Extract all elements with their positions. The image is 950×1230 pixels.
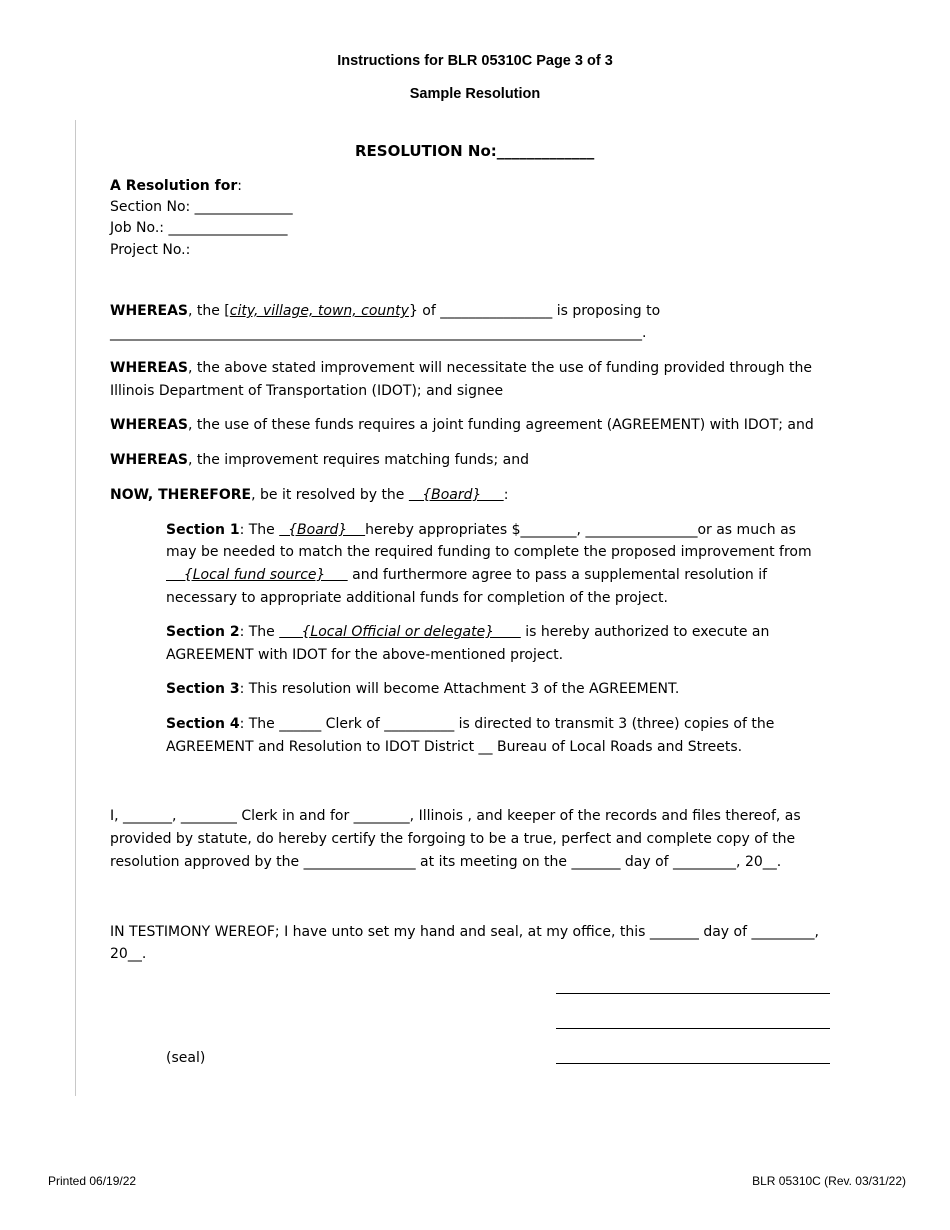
section-1-text-c: and furthermore agree to pass a supplemental resolution if (347, 567, 768, 583)
whereas-1-keyword: WHEREAS (110, 303, 188, 319)
section-1-line2: may be needed to match the required funding to complete the proposed improvement from (166, 544, 812, 560)
seal-label: (seal) (166, 1050, 206, 1066)
whereas-4-keyword: WHEREAS (110, 452, 188, 468)
now-therefore-post: : (503, 487, 509, 503)
project-no-field: Project No.: (110, 242, 191, 258)
now-therefore-pre: , be it resolved by the (251, 487, 409, 503)
page-title: Instructions for BLR 05310C Page 3 of 3 (337, 53, 613, 69)
resolution-title: RESOLUTION No:_____________ (355, 142, 595, 160)
page-subtitle: Sample Resolution (409, 86, 541, 102)
footer-printed-date: Printed 06/19/22 (48, 1174, 137, 1188)
section-3-text: : This resolution will become Attachment 3 of the AGREEMENT. (239, 681, 680, 697)
certify-line2: provided by statute, do hereby certify the forgoing to be a true, perfect and complete copy of the (110, 831, 796, 847)
now-therefore-board: {Board} (408, 487, 504, 503)
section-4-text: : The ______ Clerk of __________ is directed to transmit 3 (three) copies of the (239, 716, 775, 732)
section-2-line1 (166, 621, 769, 644)
section-1-text-b: hereby appropriates $________, ________________or as much as (365, 522, 796, 538)
whereas-1-pre: , the [ (187, 303, 230, 319)
section-1-text-a: : The (239, 522, 280, 538)
resolution-for-colon: : (237, 178, 242, 194)
whereas-1-line2: ____________________________________________________________________________. (110, 325, 647, 341)
certify-line1: I, _______, ________ Clerk in and for ________, Illinois , and keeper of the records and files thereof, as (110, 808, 801, 824)
certify-line3: resolution approved by the ________________ at its meeting on the _______ day of _________, 20__. (110, 854, 782, 870)
section-1-fund-source: {Local fund source} (166, 567, 348, 583)
section-1-line4: necessary to appropriate additional funds for completion of the project. (166, 590, 668, 606)
margin-rule (75, 120, 76, 1096)
section-3 (166, 678, 679, 701)
section-2-text-b: is hereby authorized to execute an (520, 624, 770, 640)
section-4-line2: AGREEMENT and Resolution to IDOT District __ Bureau of Local Roads and Streets. (166, 739, 743, 755)
section-2-label: Section 2 (166, 624, 240, 640)
section-1-line1 (166, 519, 796, 542)
now-therefore (110, 484, 508, 507)
now-therefore-keyword: NOW, THEREFORE (110, 487, 252, 503)
testimony-line2: 20__. (110, 946, 147, 962)
section-2-text-a: : The (239, 624, 280, 640)
section-1-line3 (166, 564, 767, 587)
section-1-label: Section 1 (166, 522, 240, 538)
whereas-4-text: , the improvement requires matching funds; and (187, 452, 529, 468)
section-1-board: {Board} (279, 522, 366, 538)
section-4-line1 (166, 713, 774, 736)
footer-form-number: BLR 05310C (Rev. 03/31/22) (752, 1174, 906, 1188)
whereas-2-text: , the above stated improvement will necessitate the use of funding provided through the Illinois Department of Transportation (IDOT); and signee (110, 360, 812, 399)
whereas-3-text: , the use of these funds requires a joint funding agreement (AGREEMENT) with IDOT; and (187, 417, 814, 433)
whereas-1 (110, 300, 660, 323)
whereas-2 (110, 357, 830, 403)
whereas-1-entity: city, village, town, county (229, 303, 409, 319)
whereas-1-post: } of ________________ is proposing to (408, 303, 661, 319)
job-no-field: Job No.: _________________ (110, 220, 288, 236)
section-3-label: Section 3 (166, 681, 240, 697)
whereas-2-keyword: WHEREAS (110, 360, 188, 376)
signature-line-3 (556, 1063, 830, 1064)
whereas-3 (110, 414, 814, 437)
section-no-field: Section No: ______________ (110, 199, 293, 215)
whereas-3-keyword: WHEREAS (110, 417, 188, 433)
testimony-line1: IN TESTIMONY WEREOF; I have unto set my hand and seal, at my office, this _______ day of _________, (110, 924, 819, 940)
section-2-official: {Local Official or delegate} (279, 624, 521, 640)
resolution-for-heading (110, 175, 242, 198)
section-2-line2: AGREEMENT with IDOT for the above-mentioned project. (166, 647, 564, 663)
section-4-label: Section 4 (166, 716, 240, 732)
signature-line-2 (556, 1028, 830, 1029)
resolution-for-label: A Resolution for (110, 178, 238, 194)
whereas-4 (110, 449, 529, 472)
signature-line-1 (556, 993, 830, 994)
